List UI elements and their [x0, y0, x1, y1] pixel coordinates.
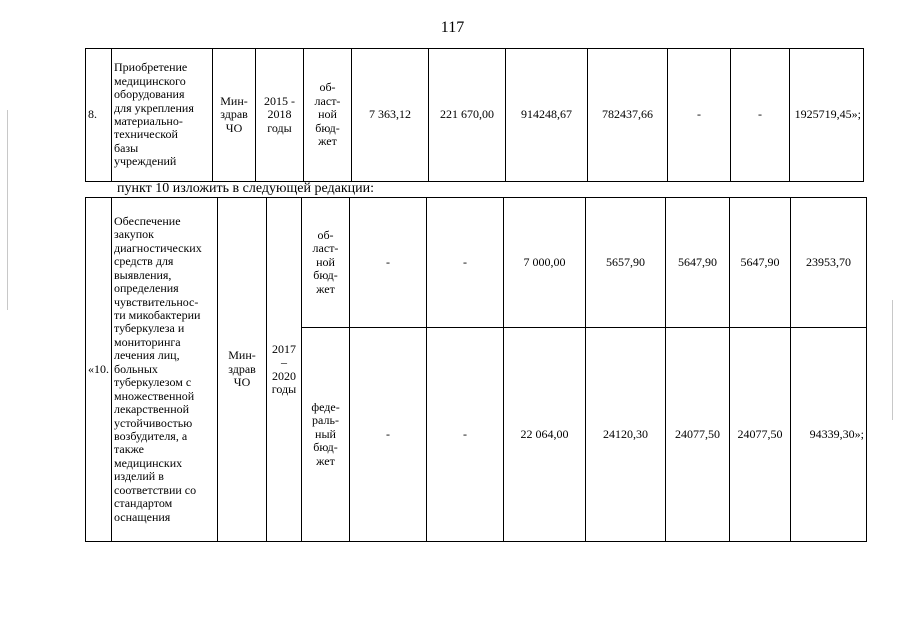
measure-name: Приобретение медицинского оборудования для укрепления материально- технической базы учреждений: [112, 49, 213, 182]
executor: Мин- здрав ЧО: [218, 198, 267, 542]
value-cell: -: [427, 198, 504, 328]
funding-source: об- ласт- ной бюд- жет: [304, 49, 352, 182]
value-cell: 7 363,12: [352, 49, 429, 182]
total-cell: 1925719,45»;: [790, 49, 864, 182]
measure-name: Обеспечение закупок диагностических средств для выявления, определения чувствительнос- ти микобактерии туберкулеза и мониторинга лечения лиц, больных туберкулезом с множественной лекарственной устойчивостью возбудителя, а также медицинских изделий в соответствии со стандартом оснащения: [112, 198, 218, 542]
value-cell: 22 064,00: [504, 328, 586, 542]
value-cell: 24120,30: [586, 328, 666, 542]
period: 2017 – 2020 годы: [267, 198, 302, 542]
value-cell: 5647,90: [666, 198, 730, 328]
value-cell: 24077,50: [730, 328, 791, 542]
value-cell: 7 000,00: [504, 198, 586, 328]
period: 2015 - 2018 годы: [256, 49, 304, 182]
funding-source-regional: об- ласт- ной бюд- жет: [302, 198, 350, 328]
total-cell: 94339,30»;: [791, 328, 867, 542]
value-cell: 5647,90: [730, 198, 791, 328]
total-cell: 23953,70: [791, 198, 867, 328]
value-cell: -: [350, 198, 427, 328]
value-cell: 914248,67: [506, 49, 588, 182]
page-number: 117: [440, 19, 465, 36]
value-cell: -: [668, 49, 731, 182]
row-number: «10.: [86, 198, 112, 542]
value-cell: 24077,50: [666, 328, 730, 542]
value-cell: -: [350, 328, 427, 542]
value-cell: -: [427, 328, 504, 542]
edit-instruction: пункт 10 изложить в следующей редакции:: [117, 181, 374, 196]
scan-edge-right: [892, 300, 893, 420]
table-row-10: [85, 197, 867, 542]
value-cell: -: [731, 49, 790, 182]
scan-edge-left: [7, 110, 8, 310]
row-number: 8.: [86, 49, 112, 182]
value-cell: 5657,90: [586, 198, 666, 328]
value-cell: 782437,66: [588, 49, 668, 182]
funding-source-federal: феде- раль- ный бюд- жет: [302, 328, 350, 542]
executor: Мин- здрав ЧО: [213, 49, 256, 182]
table-row-8: [85, 48, 864, 182]
value-cell: 221 670,00: [429, 49, 506, 182]
